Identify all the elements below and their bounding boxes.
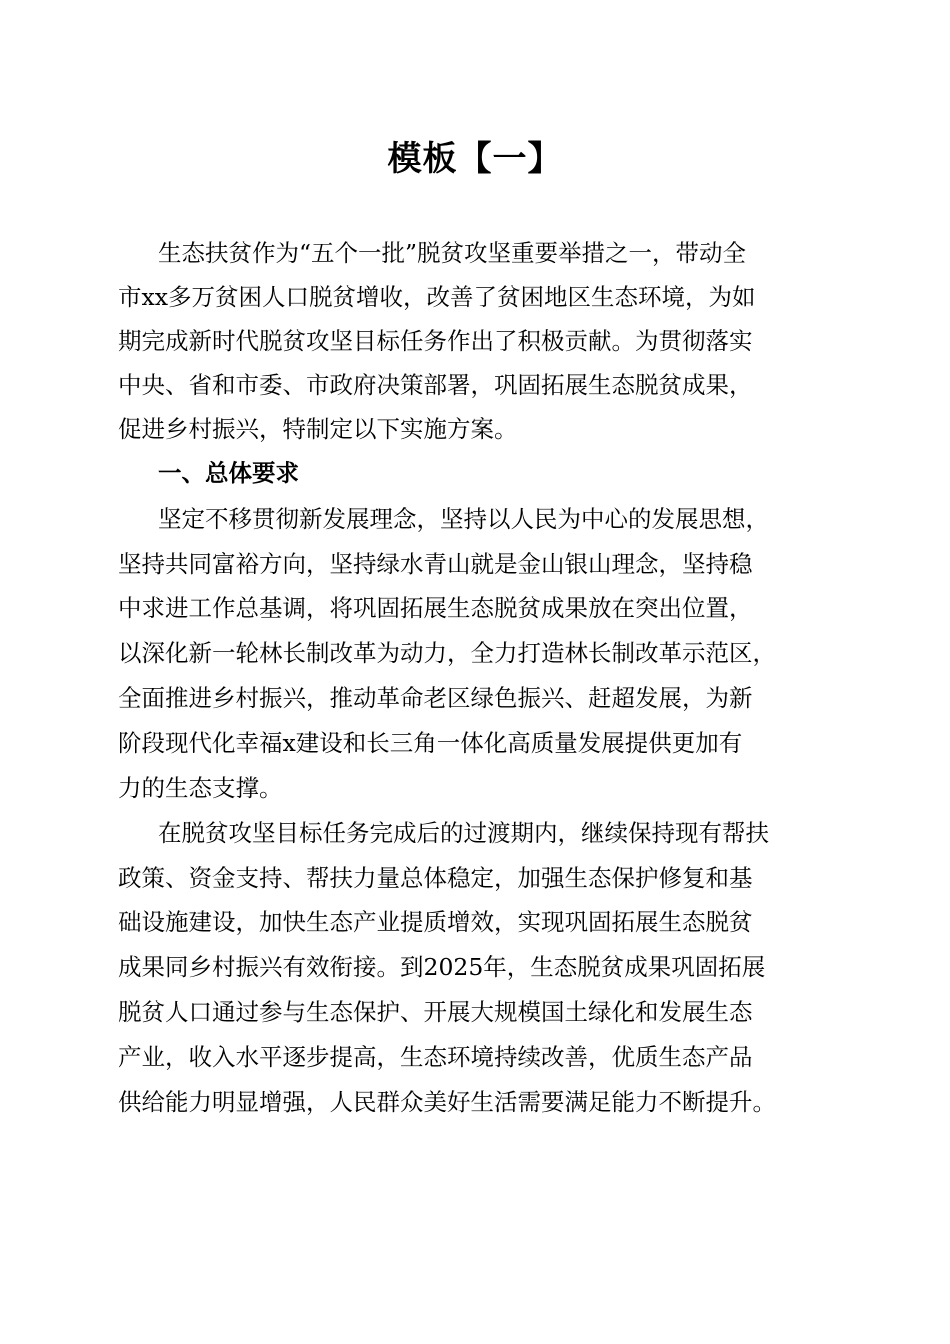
para1-line2: 市xx多万贫困人口脱贫增收，改善了贫困地区生态环境，为如 (118, 283, 756, 311)
para3-line6: 产业，收入水平逐步提高，生态环境持续改善，优质生态产品 (118, 1043, 753, 1071)
para3-line1: 在脱贫攻坚目标任务完成后的过渡期内，继续保持现有帮扶 (158, 819, 769, 847)
para1-line1: 生态扶贫作为“五个一批”脱贫攻坚重要举措之一，带动全 (158, 239, 747, 267)
para3-line2: 政策、资金支持、帮扶力量总体稳定，加强生态保护修复和基 (118, 864, 753, 892)
para2-line4: 以深化新一轮林长制改革为动力，全力打造林长制改革示范区， (118, 639, 776, 667)
para1-line3: 期完成新时代脱贫攻坚目标任务作出了积极贡献。为贯彻落实 (118, 327, 753, 355)
section-heading-general-requirements: 一、总体要求 (158, 459, 299, 487)
para1-line5: 促进乡村振兴，特制定以下实施方案。 (118, 415, 518, 443)
para2-line3: 中求进工作总基调，将巩固拓展生态脱贫成果放在突出位置， (118, 594, 753, 622)
para2-line6: 阶段现代化幸福x建设和长三角一体化高质量发展提供更加有 (118, 729, 743, 757)
para3-line4: 成果同乡村振兴有效衔接。到2025年，生态脱贫成果巩固拓展 (118, 953, 766, 981)
para2-line5: 全面推进乡村振兴，推动革命老区绿色振兴、赶超发展，为新 (118, 684, 753, 712)
para2-line2: 坚持共同富裕方向，坚持绿水青山就是金山银山理念，坚持稳 (118, 550, 753, 578)
para2-line1: 坚定不移贯彻新发展理念，坚持以人民为中心的发展思想， (158, 505, 769, 533)
para2-line7: 力的生态支撑。 (118, 774, 283, 802)
para1-line4: 中央、省和市委、市政府决策部署，巩固拓展生态脱贫成果， (118, 371, 753, 399)
para3-line7: 供给能力明显增强，人民群众美好生活需要满足能力不断提升。 (118, 1088, 776, 1116)
document-title: 模板【一】 (387, 139, 563, 179)
para3-line3: 础设施建设，加快生态产业提质增效，实现巩固拓展生态脱贫 (118, 908, 753, 936)
para3-line5: 脱贫人口通过参与生态保护、开展大规模国土绿化和发展生态 (118, 998, 753, 1026)
